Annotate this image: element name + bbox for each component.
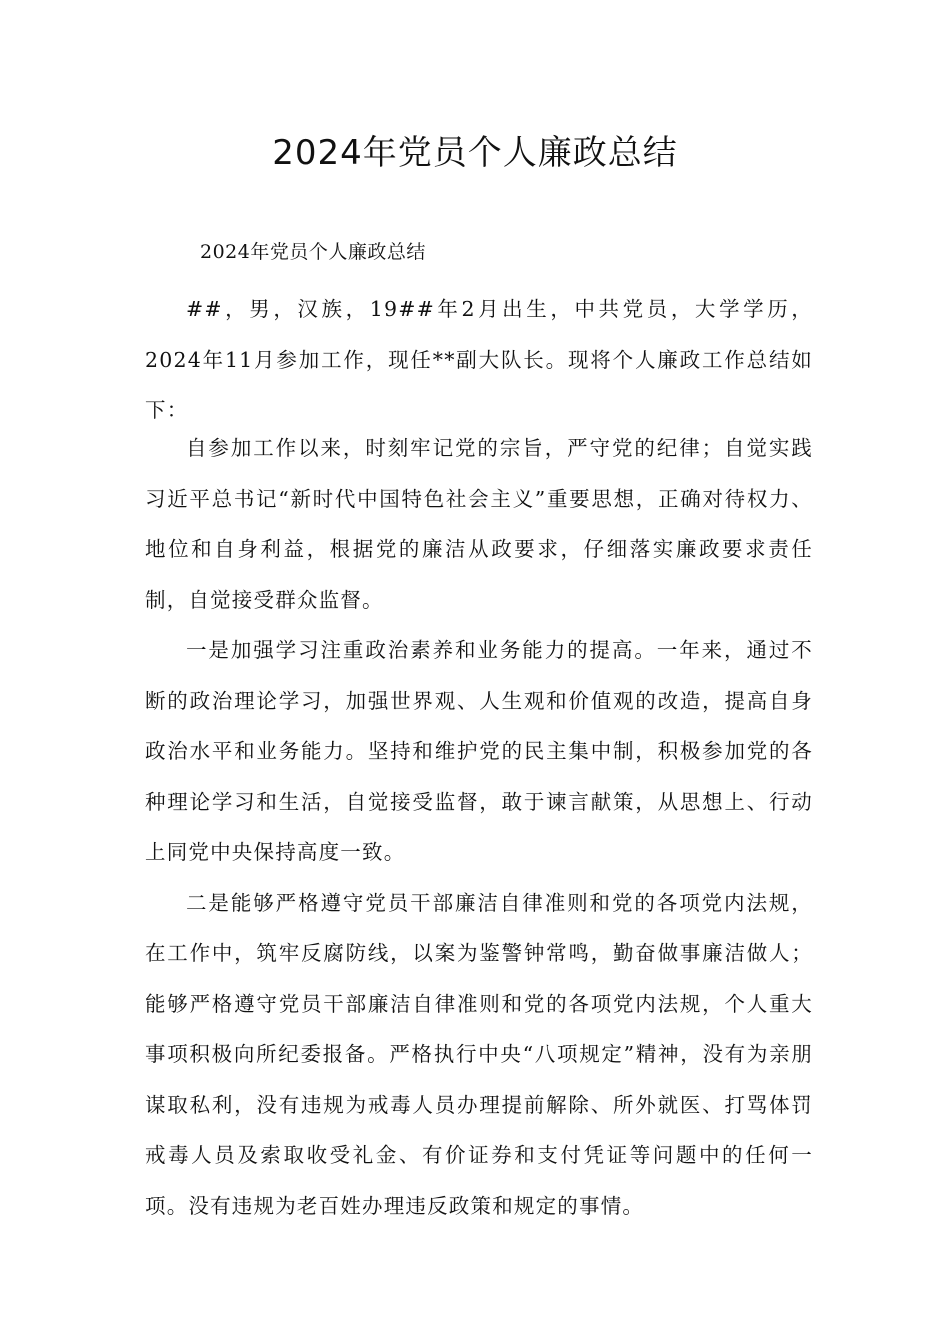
- document-subtitle: 2024年党员个人廉政总结: [200, 241, 426, 263]
- intro-block: [145, 284, 813, 436]
- paragraph-2: 一是加强学习注重政治素养和业务能力的提高。一年来，通过不断的政治理论学习，加强世界观、人生观和价值观的改造，提高自身政治水平和业务能力。坚持和维护党的民主集中制，积极参加党的各种理论学习和生活，自觉接受监督，敢于谏言献策，从思想上、行动上同党中央保持高度一致。: [145, 638, 813, 864]
- document-title: 2024年党员个人廉政总结: [272, 133, 678, 173]
- paragraph-3: 二是能够严格遵守党员干部廉洁自律准则和党的各项党内法规，在工作中，筑牢反腐防线，以案为鉴警钟常鸣，勤奋做事廉洁做人；能够严格遵守党员干部廉洁自律准则和党的各项党内法规，个人重大事项积极向所纪委报备。严格执行中央“八项规定”精神，没有为亲朋谋取私利，没有违规为戒毒人员办理提前解除、所外就医、打骂体罚戒毒人员及索取收受礼金、有价证券和支付凭证等问题中的任何一项。没有违规为老百姓办理违反政策和规定的事情。: [145, 890, 813, 1218]
- paragraph-1: 自参加工作以来，时刻牢记党的宗旨，严守党的纪律；自觉实践习近平总书记“新时代中国特色社会主义”重要思想，正确对待权力、地位和自身利益，根据党的廉洁从政要求，仔细落实廉政要求责任制，自觉接受群众监督。: [145, 436, 813, 612]
- intro-paragraph: ##，男，汉族，19##年2月出生，中共党员，大学学历，2024年11月参加工作，现任**副大队长。现将个人廉政工作总结如下：: [145, 297, 813, 422]
- body-block: [145, 423, 813, 1231]
